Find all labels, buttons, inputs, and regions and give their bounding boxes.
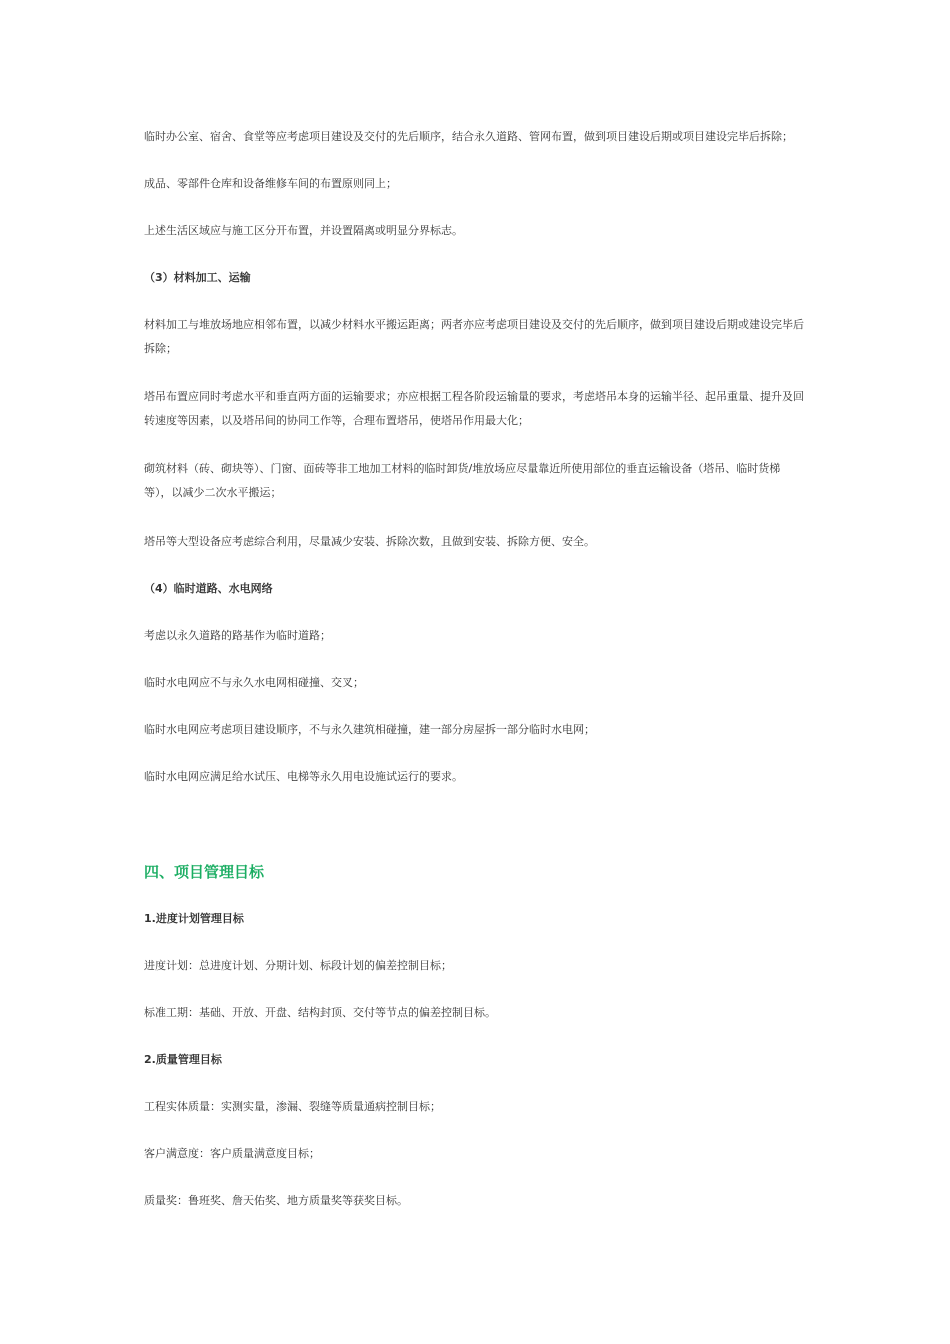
paragraph-physical-quality: 工程实体质量：实测实量，渗漏、裂缝等质量通病控制目标； [144, 1100, 441, 1113]
paragraph-large-equipment: 塔吊等大型设备应考虑综合利用，尽量减少安装、拆除次数，且做到安装、拆除方便、安全。 [144, 535, 595, 548]
paragraph-road-base: 考虑以永久道路的路基作为临时道路； [144, 629, 331, 642]
paragraph-no-collision: 临时水电网应不与永久水电网相碰撞、交叉； [144, 676, 364, 689]
subheading-schedule-goals: 1.进度计划管理目标 [144, 912, 244, 925]
subheading-quality-goals: 2.质量管理目标 [144, 1053, 222, 1066]
section-heading-management-goals: 四、项目管理目标 [144, 863, 265, 881]
subheading-material-processing: （3）材料加工、运输 [144, 271, 251, 284]
paragraph-living-area: 上述生活区域应与施工区分开布置，并设置隔离或明显分界标志。 [144, 224, 463, 237]
paragraph-quality-awards: 质量奖：鲁班奖、詹天佑奖、地方质量奖等获奖目标。 [144, 1194, 408, 1207]
subheading-temporary-roads: （4）临时道路、水电网络 [144, 582, 273, 595]
paragraph-masonry-materials: 砌筑材料（砖、砌块等）、门窗、面砖等非工地加工材料的临时卸货/堆放场应尽量靠近所使用部位的垂直运输设备（塔吊、临时货梯等），以减少二次水平搬运； [144, 462, 781, 499]
paragraph-construction-sequence: 临时水电网应考虑项目建设顺序，不与永久建筑相碰撞，建一部分房屋拆一部分临时水电网； [144, 723, 595, 736]
paragraph-tower-crane-layout: 塔吊布置应同时考虑水平和垂直两方面的运输要求；亦应根据工程各阶段运输量的要求，考虑塔吊本身的运输半径、起吊重量、提升及回转速度等因素，以及塔吊间的协同工作等，合理布置塔吊，使塔吊作用最大化； [144, 390, 804, 427]
paragraph-material-yard: 材料加工与堆放场地应相邻布置，以减少材料水平搬运距离；两者亦应考虑项目建设及交付的先后顺序，做到项目建设后期或建设完毕后拆除； [144, 318, 804, 355]
paragraph-customer-satisfaction: 客户满意度：客户质量满意度目标； [144, 1147, 320, 1160]
paragraph-warehouse: 成品、零部件仓库和设备维修车间的布置原则同上； [144, 177, 397, 190]
paragraph-testing-requirements: 临时水电网应满足给水试压、电梯等永久用电设施试运行的要求。 [144, 770, 463, 783]
paragraph-temporary-offices: 临时办公室、宿舍、食堂等应考虑项目建设及交付的先后顺序，结合永久道路、管网布置，做到项目建设后期或项目建设完毕后拆除； [144, 130, 793, 143]
paragraph-schedule-plan: 进度计划：总进度计划、分期计划、标段计划的偏差控制目标； [144, 959, 452, 972]
paragraph-standard-duration: 标准工期：基础、开放、开盘、结构封顶、交付等节点的偏差控制目标。 [144, 1006, 496, 1019]
